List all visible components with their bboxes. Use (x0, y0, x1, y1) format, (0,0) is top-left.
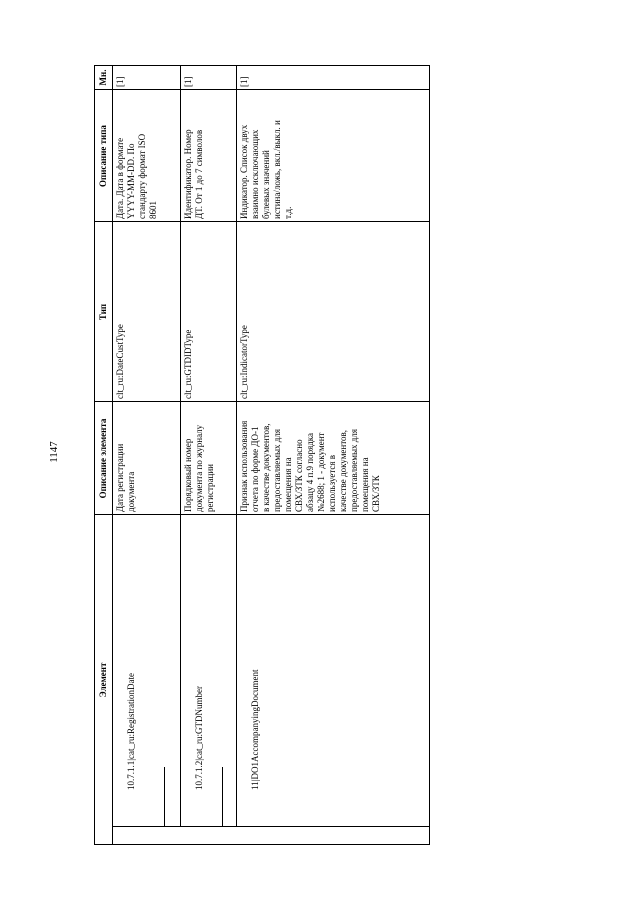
row3-number: 11 (250, 781, 260, 790)
row1-mn: [1] (115, 76, 125, 87)
row1-type: clt_ru:DateCustType (115, 324, 125, 399)
row3-type: clt_ru:IndicatorType (239, 325, 249, 399)
row2-element: 10.7.1.2|cat_ru:GTDNumber (194, 685, 204, 790)
row3-element-name: DO1AccompanyingDocument (250, 669, 260, 780)
row3-mn: [1] (239, 76, 249, 87)
header-mn: Мн. (98, 69, 108, 86)
row2-element-desc: Порядковый номер документа по журналу регистрации (183, 424, 215, 512)
inner-divider (222, 767, 223, 827)
page-number: 1147 (48, 441, 60, 463)
table-header-row (94, 65, 113, 845)
row-divider (236, 65, 237, 827)
row1-element: 10.7.1.1|cat_ru:RegistrationDate (126, 672, 136, 790)
row3-element-desc: Признак использования отчета по форме ДО-1 в качестве документов, предоставляемых для помещения на СВХ/ЗТК согласно абзацу 4 п.9 порядка №2688; 1 - документ используется в качестве документов, предоставляемых для помещения на СВХ/ЗТК (239, 420, 381, 512)
row1-type-desc: Дата. Дата в формате YYYY-MM-DD. По стандарту формат ISO 8601 (115, 133, 158, 219)
col-divider (94, 514, 430, 515)
row-divider (180, 65, 181, 827)
row3-element: 11|DO1AccompanyingDocument (250, 669, 260, 790)
col-divider (94, 401, 430, 402)
col-divider (94, 89, 430, 90)
header-element: Элемент (98, 662, 108, 698)
row1-number: 10.7.1.1 (126, 760, 136, 790)
inner-divider (164, 767, 165, 827)
row2-element-name: cat_ru:GTDNumber (194, 685, 204, 759)
margin-divider (113, 826, 430, 827)
row2-type: clt_ru:GTDIDType (183, 329, 193, 399)
header-type: Тип (98, 303, 108, 321)
row2-type-desc: Идентификатор. Номер ДТ. От 1 до 7 символов (183, 129, 204, 219)
data-table (94, 65, 430, 845)
row3-type-desc: Индикатор. Список двух взаимно исключающих булевых значений истина/ложь, вкл./выкл. и т.д. (239, 120, 293, 219)
row1-element-name: cat_ru:RegistrationDate (126, 672, 136, 759)
row1-element-desc: Дата регистрации документа (115, 443, 136, 512)
row2-number: 10.7.1.2 (194, 760, 204, 790)
col-divider (94, 221, 430, 222)
header-element-desc: Описание элемента (98, 418, 108, 499)
header-type-desc: Описание типа (98, 125, 108, 187)
row2-mn: [1] (183, 76, 193, 87)
